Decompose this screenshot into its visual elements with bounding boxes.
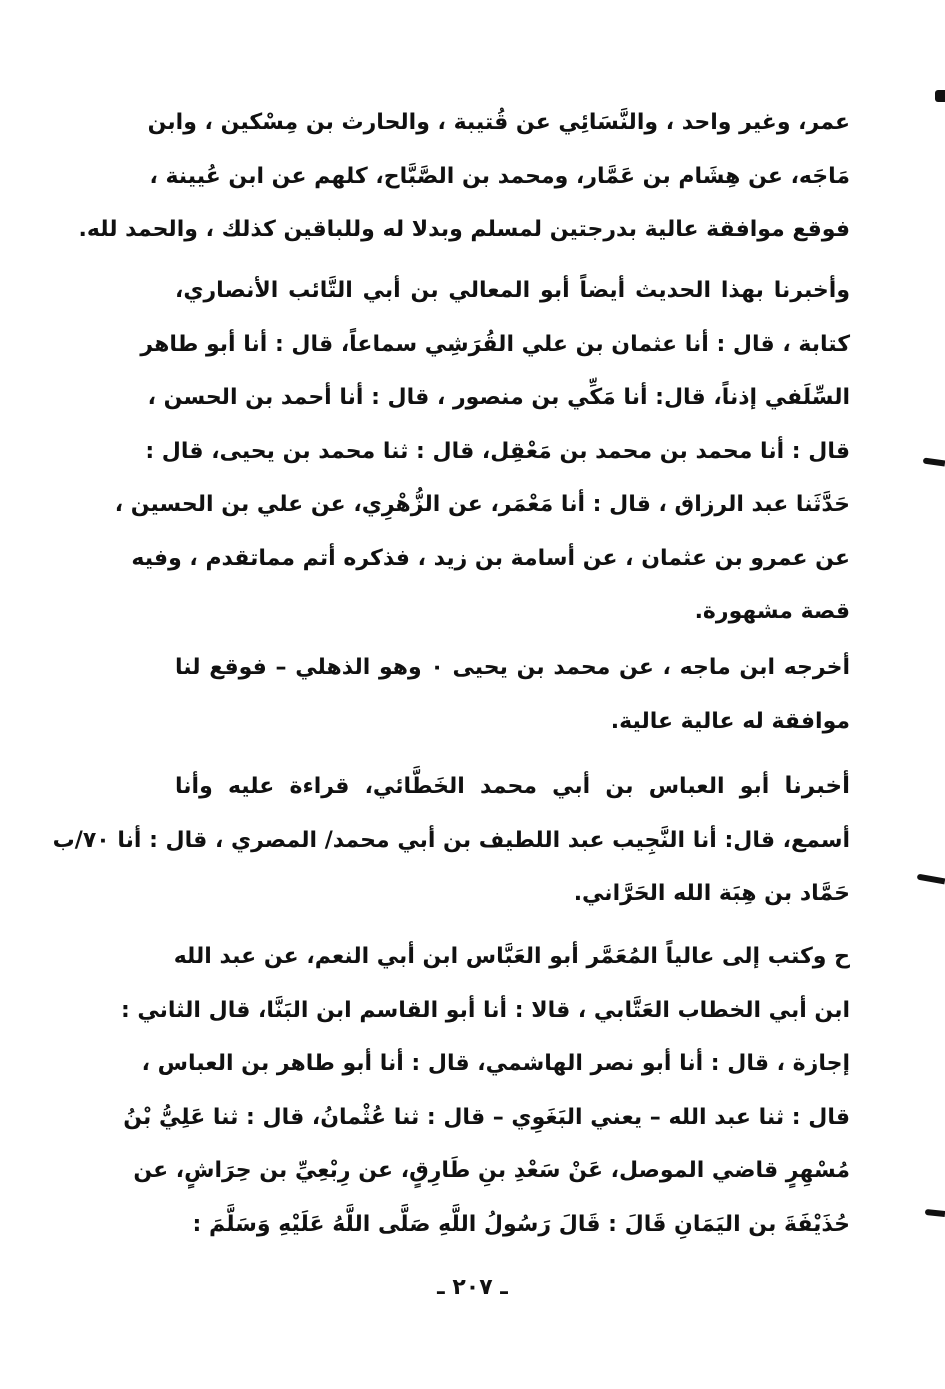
text-line: إجازة ، قال : أنا أبو نصر الهاشمي، قال : أنا أبو طاهر بن العباس ، — [141, 1051, 850, 1076]
text-line: حُذَيْفَةَ بن اليَمَانِ قَالَ : قَالَ رَسُولُ اللَّهِ صَلَّى اللَّهُ عَلَيْهِ وَسَلَّمَ : — [192, 1211, 850, 1237]
scan-edge-mark — [925, 1209, 945, 1217]
text-line: عن عمرو بن عثمان ، عن أسامة بن زيد ، فذكره أتم مماتقدم ، وفيه — [131, 545, 850, 571]
scan-edge-mark — [935, 90, 945, 102]
paragraph-4 — [52, 760, 850, 921]
text-line: قال : ثنا عبد الله – يعني البَغَوِي – قال : ثنا عُثْمانُ، قال : ثنا عَلِيُّ بْنُ — [123, 1104, 850, 1130]
paragraph-5 — [120, 930, 850, 1251]
paragraph-3 — [175, 641, 850, 748]
text-line: ابن أبي الخطاب العَتَّابي ، قالا : أنا أبو القاسم ابن البَنَّا، قال الثاني : — [120, 997, 850, 1023]
text-line: حَدَّثَنا عبد الرزاق ، قال : أنا مَعْمَر، عن الزُّهْرِي، عن علي بن الحسين ، — [114, 492, 850, 517]
page-number: ـ ٢٠٧ ـ — [437, 1275, 508, 1300]
text-run: أبو العباس بن أبي محمد الخَطَّائي، قراءة عليه وأنا — [175, 774, 770, 799]
scan-edge-mark — [917, 874, 945, 885]
text-line: عمر، وغير واحد ، والنَّسَائِي عن قُتيبة ، والحارث بن مِسْكين ، وابن — [147, 110, 850, 135]
text-line-with-margin-folio: أسمع، قال: أنا النَّجِيب عبد اللطيف بن أبي محمد/ المصري ، قال : أنا ٧٠/ب — [52, 827, 850, 853]
text-line: السِّلَفي إذناً، قال: أنا مَكِّي بن منصور ، قال : أنا أحمد بن الحسن ، — [147, 385, 850, 410]
text-line: ح وكتب إلى عالياً المُعَمَّر أبو العَبَّاس ابن أبي النعم، عن عبد الله — [173, 944, 850, 969]
scan-edge-mark — [923, 457, 945, 466]
text-line: حَمَّاد بن هِبَة الله الحَرَّاني. — [573, 881, 850, 906]
paragraph-1 — [78, 96, 850, 257]
text-line: قال : أنا محمد بن محمد بن مَعْقِل، قال : ثنا محمد بن يحيى، قال : — [145, 438, 850, 464]
paragraph-2 — [114, 264, 850, 639]
text-line: فوقع موافقة عالية بدرجتين لمسلم وبدلا له وللباقين كذلك ، والحمد لله. — [78, 217, 850, 242]
text-line: كتابة ، قال : أنا عثمان بن علي القُرَشِي سماعاً، قال : أنا أبو طاهر — [140, 331, 850, 357]
text-line: مَاجَه، عن هِشَام بن عَمَّار، ومحمد بن الصَّبَّاح، كلهم عن ابن عُيينة ، — [149, 163, 850, 189]
lead-word: أخبرنا — [784, 773, 850, 799]
text-line: قصة مشهورة. — [694, 599, 850, 624]
text-line — [175, 760, 850, 814]
text-line: موافقة له عالية عالية. — [610, 708, 850, 734]
text-line: مُسْهِرٍ قاضي الموصل، عَنْ سَعْدِ بنِ طَارِقٍ، عن رِبْعِيِّ بن حِرَاشٍ، عن — [133, 1158, 850, 1183]
text-line: أخرجه ابن ماجه ، عن محمد بن يحيى ٠ وهو الذهلي – فوقع لنا — [175, 655, 850, 680]
text-line: وأخبرنا بهذا الحديث أيضاً أبو المعالي بن أبي التَّائب الأنصاري، — [175, 278, 850, 303]
